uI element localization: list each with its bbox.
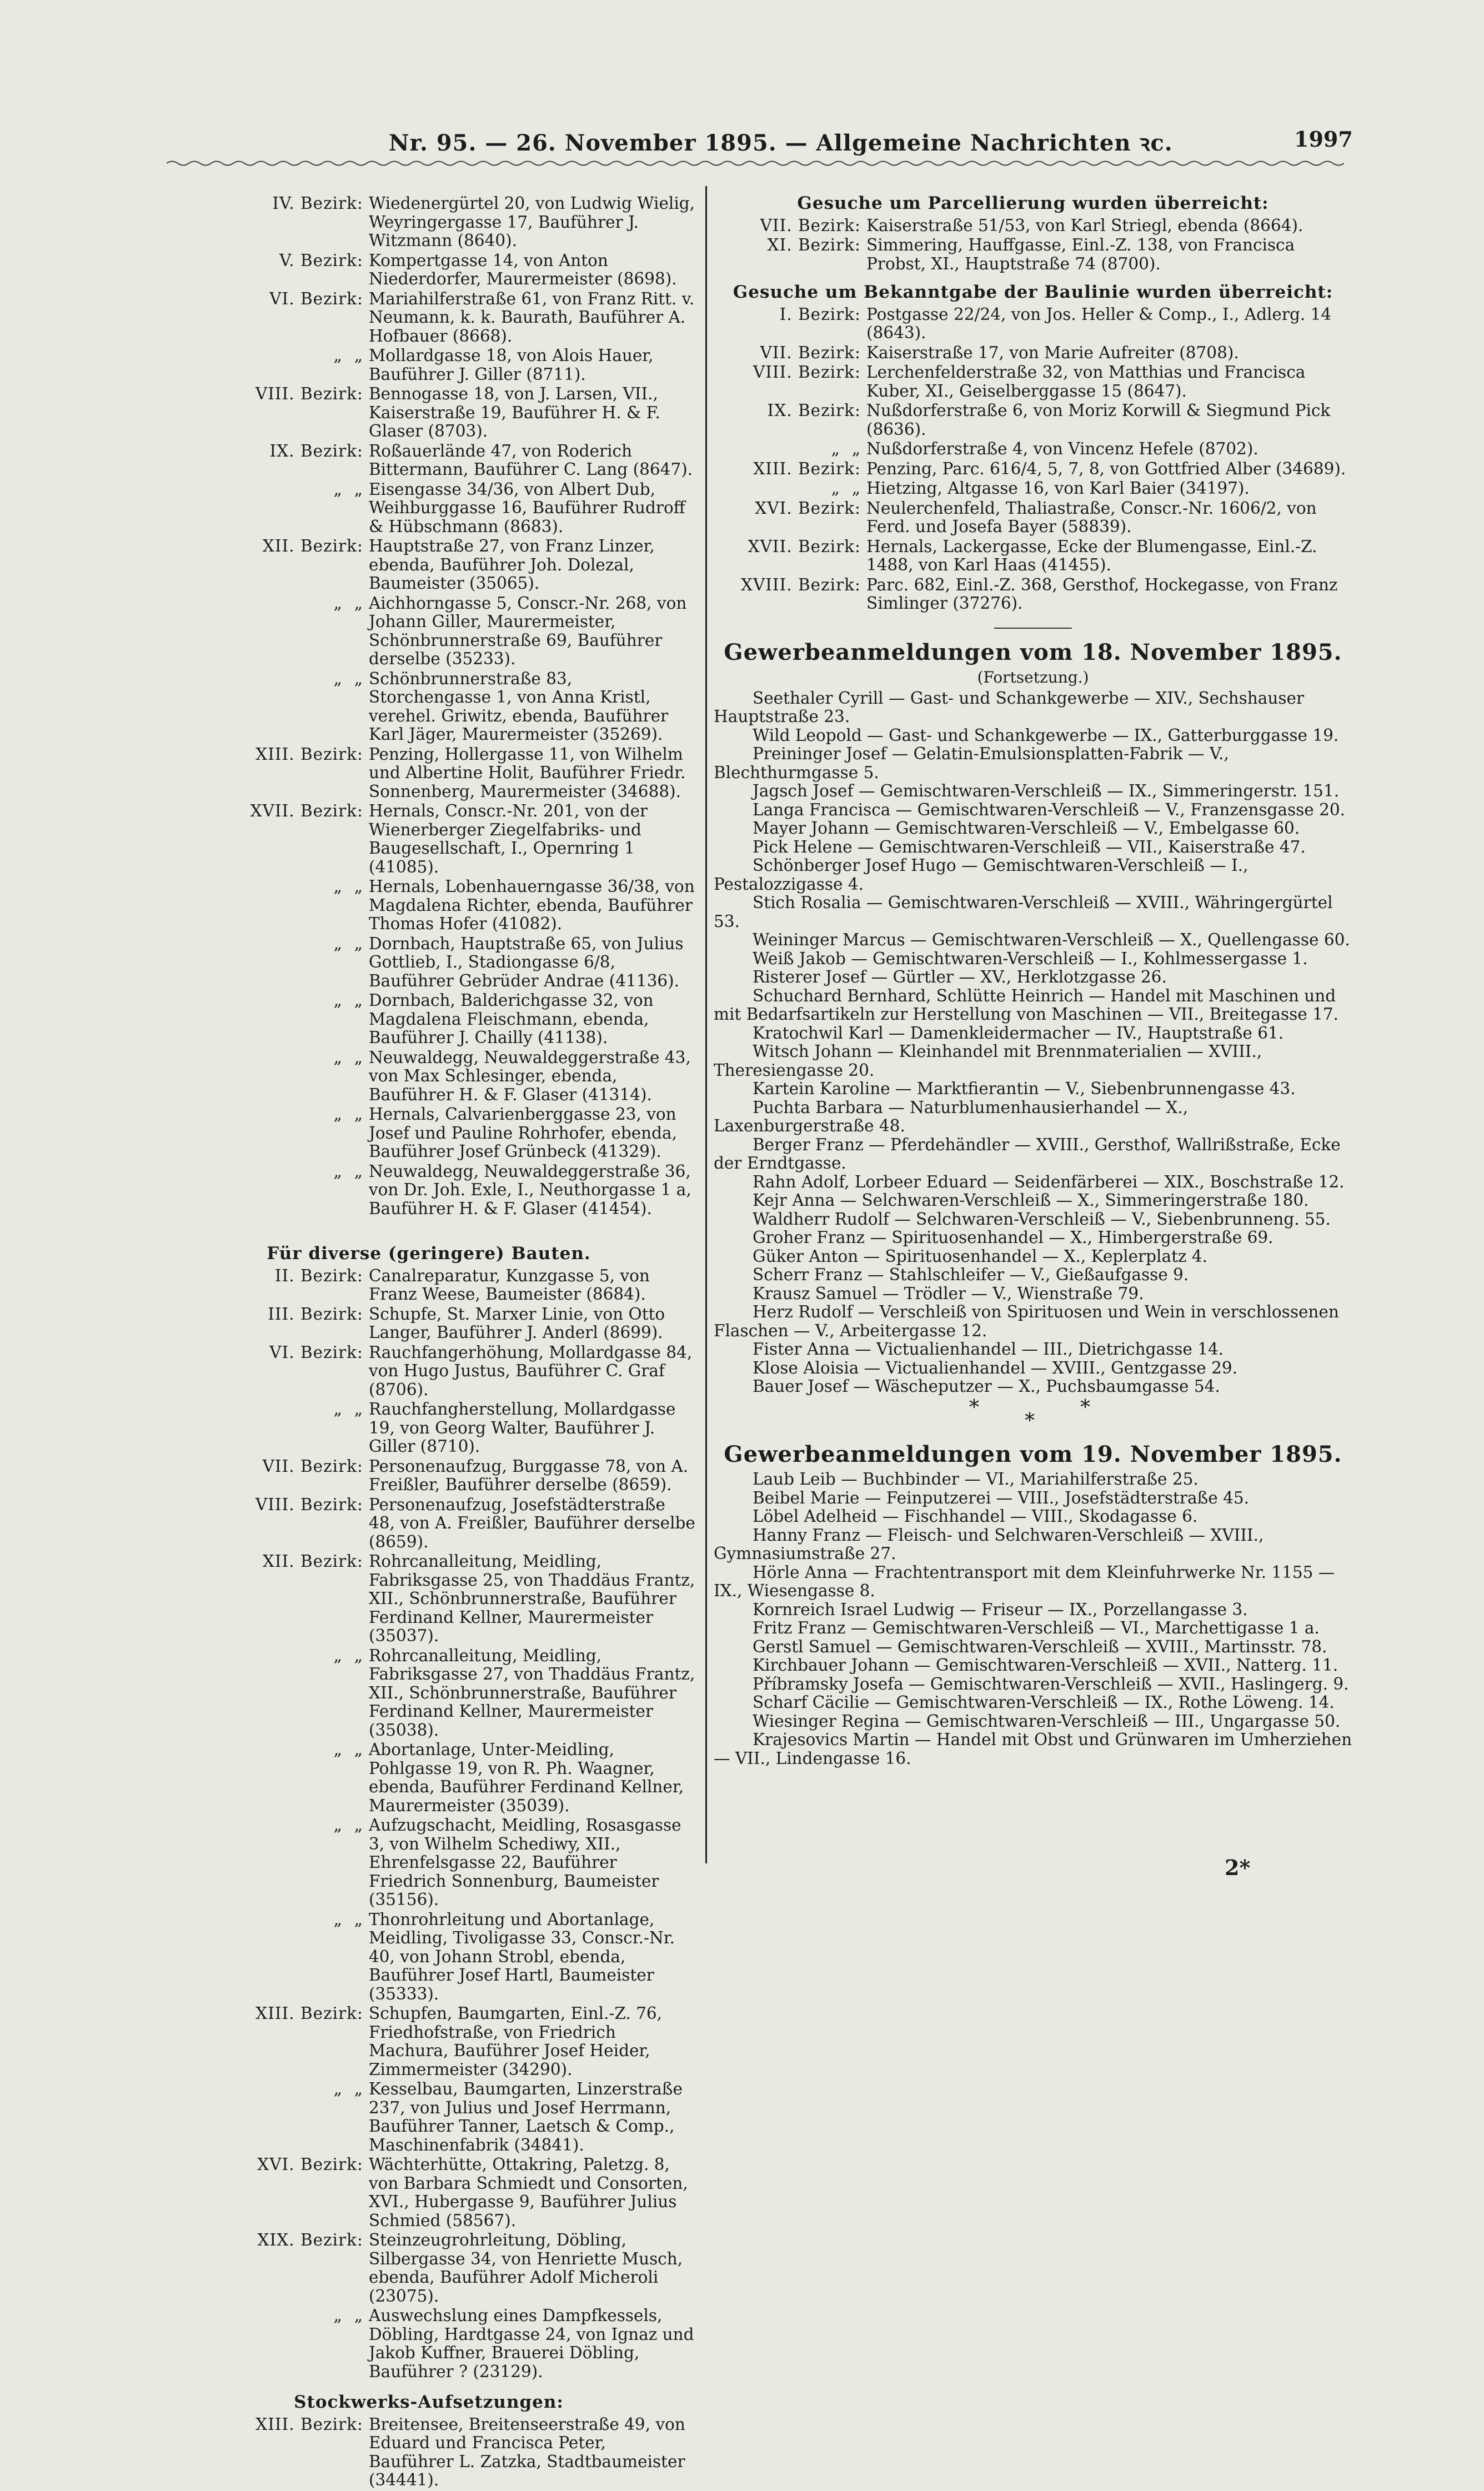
list-item [162,991,695,1047]
district-label: „ „ [333,934,363,953]
list-item [162,2156,695,2230]
trade-entry: Herz Rudolf — Verschleiß von Spirituosen und Wein in verschlossenen Flaschen — V., Arbeitergasse 12. [714,1302,1339,1340]
district-label: „ „ [333,1047,363,1067]
list-item [162,1816,695,1909]
list-item [714,440,1352,459]
trade-entry: Groher Franz — Spirituosenhandel — X., Himbergerstraße 69. [753,1228,1274,1247]
list-item [162,1305,695,1342]
district-label: VII. Bezirk: [760,343,861,362]
trade-entry: Preininger Josef — Gelatin-Emulsionsplatten-Fabrik — V., Blechthurmgasse 5. [714,744,1229,782]
section-title-storey-additions: Stockwerks-Aufsetzungen: [294,2392,564,2412]
district-label: „ „ [333,2306,363,2325]
trade-entry: Waldherr Rudolf — Selchwaren-Verschleiß — V., Siebenbrunneng. 55. [753,1209,1331,1229]
trade-entry: Kirchbauer Johann — Gemischtwaren-Verschleiß — XVII., Natterg. 11. [753,1656,1338,1675]
entry-text: Penzing, Parc. 616/4, 5, 7, 8, von Gottfried Alber (34689). [866,459,1346,478]
trade-entry: Klose Aloisia — Victualienhandel — XVIII., Gentzgasse 29. [753,1358,1238,1377]
trade-entry: Hanny Franz — Fleisch- und Selchwaren-Verschleiß — XVIII., Gymnasiumstraße 27. [714,1525,1264,1563]
district-label: IX. Bezirk: [767,401,861,420]
district-label: „ „ [333,877,363,896]
list-item [162,1267,695,1304]
trade-entry: Beibel Marie — Feinputzerei — VIII., Josefstädterstraße 45. [753,1488,1250,1507]
entry-text: Dornbach, Balderichgasse 32, von Magdalena Fleischmann, ebenda, Bauführer J. Chailly (41138). [369,991,654,1047]
section-title-building-line: Gesuche um Bekanntgabe der Baulinie wurden überreicht: [733,282,1333,302]
district-label: VIII. Bezirk: [255,384,363,403]
district-label: „ „ [333,1105,363,1124]
entry-text: Lerchenfelderstraße 32, von Matthias und Francisca Kuber, XI., Geiselberggasse 15 (8647). [866,363,1306,400]
trade-entry: Kejr Anna — Selchwaren-Verschleiß — X., Simmeringerstraße 180. [753,1191,1309,1210]
trade-registrations-19-list [714,1470,1352,1768]
entry-text: Hernals, Calvarienberggasse 23, von Josef und Pauline Rohrhofer, ebenda, Bauführer Josef Grünbeck (41329). [369,1105,678,1161]
trade-entry: Mayer Johann — Gemischtwaren-Verschleiß — V., Embelgasse 60. [753,819,1300,838]
trade-entry: Fister Anna — Victualienhandel — III., Dietrichgasse 14. [753,1340,1224,1359]
trade-entry: Pick Helene — Gemischtwaren-Verschleiß — VII., Kaiserstraße 47. [753,837,1306,856]
entry-text: Neulerchenfeld, Thaliastraße, Conscr.-Nr. 1606/2, von Ferd. und Josefa Bayer (58839). [866,498,1317,536]
list-item [714,538,1352,575]
entry-text: Bennogasse 18, von J. Larsen, VII., Kaiserstraße 19, Bauführer H. & F. Glaser (8703). [369,384,660,440]
entry-text: Aichhorngasse 5, Conscr.-Nr. 268, von Johann Giller, Maurermeister, Schönbrunnerstraße 69, Bauführer derselbe (35233). [369,593,687,668]
list-item [162,1457,695,1495]
trade-entry: Krausz Samuel — Trödler — V., Wienstraße 79. [753,1284,1144,1303]
page-header: Nr. 95. — 26. November 1895. — Allgemeine Nachrichten ꝛc. [389,130,1173,156]
trade-entry: Hörle Anna — Frachtentransport mit dem Kleinfuhrwerke Nr. 1155 — IX., Wiesengasse 8. [714,1562,1335,1600]
trade-entry: Scherr Franz — Stahlschleifer — V., Gießaufgasse 9. [753,1265,1189,1284]
district-label: VII. Bezirk: [262,1456,363,1476]
list-item [714,460,1352,479]
list-item [162,480,695,537]
asterisk: * [969,1396,979,1419]
entry-text: Hernals, Lackergasse, Ecke der Blumengasse, Einl.-Z. 1488, von Karl Haas (41455). [866,537,1317,574]
list-item [714,499,1352,537]
header-wavy-rule [167,158,1344,168]
district-label: „ „ [333,479,363,499]
trade-entry: Weiß Jakob — Gemischtwaren-Verschleiß — I., Kohlmessergasse 1. [753,949,1308,968]
district-label: „ „ [333,2079,363,2098]
district-label: „ „ [333,346,363,365]
entry-text: Schupfe, St. Marxer Linie, von Otto Langer, Bauführer J. Anderl (8699). [369,1304,665,1342]
trade-entry: Příbramsky Josefa — Gemischtwaren-Verschleiß — XVII., Haslingerg. 9. [753,1674,1349,1693]
list-item [162,935,695,991]
trade-entry: Güker Anton — Spirituosenhandel — X., Keplerplatz 4. [753,1246,1207,1266]
list-item [162,1344,695,1400]
district-label: XVIII. Bezirk: [740,575,861,594]
list-item [162,594,695,669]
entry-text: Mariahilferstraße 61, von Franz Ritt. v. Neumann, k. k. Baurath, Bauführer A. Hofbauer (8668). [369,289,695,345]
entry-text: Rauchfangherstellung, Mollardgasse 19, von Georg Walter, Bauführer J. Giller (8710). [369,1400,676,1456]
asterisk: * [1080,1396,1090,1419]
list-item [162,537,695,593]
list-item [162,1496,695,1552]
asterisk: * [1025,1409,1035,1432]
trade-entry: Kartein Karoline — Marktfierantin — V., Siebenbrunnengasse 43. [753,1079,1296,1098]
list-item [714,363,1352,400]
list-item [162,1105,695,1161]
list-item [162,1911,695,2004]
district-label: VI. Bezirk: [269,289,363,308]
trade-entry: Seethaler Cyrill — Gast- und Schankgewerbe — XIV., Sechshauser Hauptstraße 23. [714,688,1305,726]
district-label: XVI. Bezirk: [257,2155,363,2174]
trade-entry: Weininger Marcus — Gemischtwaren-Verschleiß — X., Quellengasse 60. [753,930,1350,949]
trade-entry: Löbel Adelheid — Fischhandel — VIII., Skodagasse 6. [753,1507,1198,1526]
list-item [714,576,1352,613]
district-label: VI. Bezirk: [269,1342,363,1362]
entry-text: Hernals, Lobenhauerngasse 36/38, von Magdalena Richter, ebenda, Bauführer Thomas Hofer (41082). [369,877,695,933]
list-item [714,305,1352,343]
trade-entry: Scharf Cäcilie — Gemischtwaren-Verschleiß — IX., Rothe Löweng. 14. [753,1693,1335,1712]
entry-text: Breitensee, Breitenseerstraße 49, von Eduard und Francisca Peter, Bauführer L. Zatzka, Stadtbaumeister (34441). [369,2414,685,2489]
trade-entry: Stich Rosalia — Gemischtwaren-Verschleiß — XVIII., Währingergürtel 53. [714,893,1333,931]
trade-entry: Risterer Josef — Gürtler — XV., Herklotzgasse 26. [753,968,1167,986]
trade-registrations-18-title: Gewerbeanmeldungen vom 18. November 1895. [724,639,1342,665]
entry-text: Wächterhütte, Ottakring, Paletzg. 8, von Barbara Schmiedt und Consorten, XVI., Hubergasse 9, Bauführer Julius Schmied (58567). [369,2155,688,2230]
trade-entry: Kratochwil Karl — Damenkleidermacher — IV., Hauptstraße 61. [753,1023,1284,1042]
entry-text: Penzing, Hollergasse 11, von Wilhelm und Albertine Holit, Bauführer Friedr. Sonnenberg, Maurermeister (34688). [369,744,686,801]
entry-text: Rauchfangerhöhung, Mollardgasse 84, von Hugo Justus, Bauführer C. Graf (8706). [369,1342,693,1399]
entry-text: Abortanlage, Unter-Meidling, Pohlgasse 19, von R. Ph. Waagner, ebenda, Bauführer Ferdinand Kellner, Maurermeister (35039). [369,1740,684,1815]
entry-text: Schönbrunnerstraße 83, Storchengasse 1, von Anna Kristl, verehel. Griwitz, ebenda, Bauführer Karl Jäger, Maurermeister (35269). [369,669,669,744]
district-label: XII. Bezirk: [262,1552,363,1571]
list-item [162,347,695,384]
district-label: XIII. Bezirk: [255,2414,363,2434]
storey-additions-list [162,2415,695,2490]
district-label: „ „ [333,1816,363,1835]
trade-entry: Rahn Adolf, Lorbeer Eduard — Seidenfärberei — XIX., Boschstraße 12. [753,1172,1345,1191]
trade-entry: Schuchard Bernhard, Schlütte Heinrich — Handel mit Maschinen und mit Bedarfsartikeln zur Herstellung von Maschinen — VII., Breitegasse 17. [714,986,1339,1024]
entry-text: Mollardgasse 18, von Alois Hauer, Bauführer J. Giller (8711). [369,346,654,384]
district-label: „ „ [333,669,363,688]
entry-text: Hauptstraße 27, von Franz Linzer, ebenda, Bauführer Joh. Dolezal, Baumeister (35065). [369,537,655,593]
district-label: „ „ [333,1161,363,1181]
continuation-note: (Fortsetzung.) [977,668,1089,686]
list-item [162,1741,695,1815]
entry-text: Roßauerlände 47, von Roderich Bittermann, Bauführer C. Lang (8647). [369,441,693,479]
trade-entry: Bauer Josef — Wäscheputzer — X., Puchsbaumgasse 54. [753,1377,1220,1396]
list-item [714,402,1352,439]
list-item [162,1647,695,1740]
district-label: „ „ [333,1400,363,1419]
district-label: II. Bezirk: [274,1266,363,1285]
district-label: VIII. Bezirk: [255,1495,363,1514]
trade-entry: Puchta Barbara — Naturblumenhausierhandel — X., Laxenburgerstraße 48. [714,1097,1189,1135]
entry-text: Dornbach, Hauptstraße 65, von Julius Gottlieb, I., Stadiongasse 6/8, Bauführer Gebrüder Andrae (41136). [369,934,684,990]
entry-text: Nußdorferstraße 6, von Moriz Korwill & Siegmund Pick (8636). [866,401,1331,439]
trade-entry: Langa Francisca — Gemischtwaren-Verschleiß — V., Franzensgasse 20. [753,800,1345,819]
list-item [162,2004,695,2079]
district-label: XII. Bezirk: [262,537,363,555]
trade-registrations-19-title: Gewerbeanmeldungen vom 19. November 1895. [724,1441,1342,1467]
district-label: „ „ [333,1646,363,1665]
entry-text: Canalreparatur, Kunzgasse 5, von Franz Weese, Baumeister (8684). [369,1266,650,1304]
list-item [162,194,695,250]
list-item [162,2307,695,2381]
list-item [162,290,695,346]
list-item [162,2231,695,2305]
list-item [162,745,695,801]
entry-text: Simmering, Hauffgasse, Einl.-Z. 138, von Francisca Probst, XI., Hauptstraße 74 (8700). [866,235,1295,273]
list-item [714,236,1352,273]
district-label: „ „ [831,439,861,458]
entry-text: Nußdorferstraße 4, von Vincenz Hefele (8702). [866,439,1259,458]
entry-text: Personenaufzug, Burggasse 78, von A. Freißler, Bauführer derselbe (8659). [369,1456,689,1494]
district-label: „ „ [333,593,363,613]
entry-text: Thonrohrleitung und Abortanlage, Meidling, Tivoligasse 33, Conscr.-Nr. 40, von Johann Strobl, ebenda, Bauführer Josef Hartl, Baumeister (35333). [369,1909,675,2003]
trade-entry: Gerstl Samuel — Gemischtwaren-Verschleiß — XVIII., Martinsstr. 78. [753,1637,1327,1656]
section-title-parcelling: Gesuche um Parcellierung wurden überreicht: [797,193,1269,213]
list-item [714,344,1352,363]
list-item [162,1552,695,1646]
list-item [162,1162,695,1219]
district-label: XVII. Bezirk: [250,801,363,820]
list-item [162,442,695,479]
district-label: „ „ [333,991,363,1010]
entry-text: Kaiserstraße 51/53, von Karl Striegl, ebenda (8664). [866,215,1303,235]
trade-entry: Schönberger Josef Hugo — Gemischtwaren-Verschleiß — I., Pestalozzigasse 4. [714,856,1249,894]
list-item [162,2080,695,2154]
district-label: XIII. Bezirk: [753,459,861,478]
building-line-list [714,305,1352,613]
trade-entry: Krajesovics Martin — Handel mit Obst und Grünwaren im Umherziehen — VII., Lindengasse 16. [714,1730,1352,1768]
district-label: IV. Bezirk: [272,194,363,213]
district-label: I. Bezirk: [779,304,861,324]
list-item [162,1049,695,1105]
entry-text: Hietzing, Altgasse 16, von Karl Baier (34197). [866,479,1250,498]
list-item [714,479,1352,498]
entry-text: Kesselbau, Baumgarten, Linzerstraße 237, von Julius und Josef Herrmann, Bauführer Tanner, Laetsch & Comp., Maschinenfabrik (34841). [369,2079,683,2154]
district-label: „ „ [333,1740,363,1759]
entry-text: Hernals, Conscr.-Nr. 201, von der Wienerberger Ziegelfabriks- und Baugesellschaft, I., Opernring 1 (41085). [369,801,648,876]
entry-text: Eisengasse 34/36, von Albert Dub, Weihburggasse 16, Bauführer Rudroff & Hübschmann (8683). [369,479,685,536]
section-title-minor-buildings: Für diverse (geringere) Bauten. [267,1244,591,1264]
entry-text: Rohrcanalleitung, Meidling, Fabriksgasse 25, von Thaddäus Frantz, XII., Schönbrunnerstraße, Bauführer Ferdinand Kellner, Maurermeister (35037). [369,1552,695,1645]
district-label: XIII. Bezirk: [255,2004,363,2023]
entry-text: Parc. 682, Einl.-Z. 368, Gersthof, Hockegasse, von Franz Simlinger (37276). [866,575,1338,613]
entry-text: Kaiserstraße 17, von Marie Aufreiter (8708). [866,343,1239,362]
trade-entry: Wiesinger Regina — Gemischtwaren-Verschleiß — III., Ungargasse 50. [753,1711,1341,1731]
trade-entry: Witsch Johann — Kleinhandel mit Brennmaterialien — XVIII., Theresiengasse 20. [714,1042,1262,1080]
entry-text: Postgasse 22/24, von Jos. Heller & Comp., I., Adlerg. 14 (8643). [866,304,1332,342]
district-label: XVI. Bezirk: [755,498,861,518]
list-item [162,670,695,744]
district-label: XI. Bezirk: [767,235,861,254]
trade-entry: Berger Franz — Pferdehändler — XVIII., Gersthof, Wallrißstraße, Ecke der Erndtgasse. [714,1135,1341,1172]
trade-entry: Kornreich Israel Ludwig — Friseur — IX., Porzellangasse 3. [753,1600,1248,1619]
asterism [714,1396,1352,1430]
entry-text: Auswechslung eines Dampfkessels, Döbling, Hardtgasse 24, von Ignaz und Jakob Kuffner, Brauerei Döbling, Bauführer ? (23129). [369,2306,694,2381]
parcelling-list [714,217,1352,274]
left-column [162,194,695,2491]
minor-buildings-list [162,1267,695,2382]
district-label: XIX. Bezirk: [257,2231,363,2249]
district-label: IX. Bezirk: [269,441,363,460]
column-divider [705,186,707,1863]
section-divider [994,628,1072,629]
district-label: VIII. Bezirk: [753,363,861,382]
entry-text: Wiedenergürtel 20, von Ludwig Wielig, Weyringergasse 17, Bauführer J. Witzmann (8640). [369,194,695,250]
list-item [162,878,695,934]
entry-text: Neuwaldegg, Neuwaldeggerstraße 43, von Max Schlesinger, ebenda, Bauführer H. & F. Glaser (41314). [369,1047,691,1104]
district-label: III. Bezirk: [268,1304,363,1324]
district-label: V. Bezirk: [279,250,363,270]
trade-entry: Laub Leib — Buchbinder — VI., Mariahilferstraße 25. [753,1470,1199,1488]
trade-registrations-18-list [714,689,1352,1396]
page-number: 1997 [1294,127,1353,152]
trade-entry: Jagsch Josef — Gemischtwaren-Verschleiß — IX., Simmeringerstr. 151. [753,781,1340,800]
entry-text: Neuwaldegg, Neuwaldeggerstraße 36, von Dr. Joh. Exle, I., Neuthorgasse 1 a, Bauführer H. & F. Glaser (41454). [369,1161,691,1218]
entry-text: Personenaufzug, Josefstädterstraße 48, von A. Freißler, Bauführer derselbe (8659). [369,1495,695,1551]
signature-mark: 2* [1225,1855,1251,1880]
district-label: „ „ [831,479,861,498]
district-label: VII. Bezirk: [760,215,861,235]
trade-entry: Fritz Franz — Gemischtwaren-Verschleiß — VI., Marchettigasse 1 a. [753,1618,1320,1637]
entry-text: Steinzeugrohrleitung, Döbling, Silbergasse 34, von Henriette Musch, ebenda, Bauführer Adolf Micheroli (23075). [369,2231,683,2305]
list-item [162,2415,695,2490]
list-item [162,1400,695,1456]
right-column [714,194,1352,1768]
trade-entry: Wild Leopold — Gast- und Schankgewerbe — IX., Gatterburggasse 19. [753,725,1339,745]
district-label: XIII. Bezirk: [255,744,363,764]
list-item [162,802,695,876]
list-item [162,385,695,441]
list-item [162,252,695,289]
entry-text: Rohrcanalleitung, Meidling, Fabriksgasse 27, von Thaddäus Frantz, XII., Schönbrunnerstraße, Bauführer Ferdinand Kellner, Maurermeister (35038). [369,1646,695,1740]
entry-text: Schupfen, Baumgarten, Einl.-Z. 76, Friedhofstraße, von Friedrich Machura, Bauführer Josef Heider, Zimmermeister (34290). [369,2004,663,2079]
entry-text: Kompertgasse 14, von Anton Niederdorfer, Maurermeister (8698). [369,250,677,288]
district-label: „ „ [333,1909,363,1929]
entry-text: Aufzugschacht, Meidling, Rosasgasse 3, von Wilhelm Schediwy, XII., Ehrenfelsgasse 22, Bauführer Friedrich Sonnenburg, Baumeister (35156). [369,1816,681,1909]
list-item [714,217,1352,235]
district-label: XVII. Bezirk: [748,537,861,556]
building-permits-list [162,194,695,1218]
